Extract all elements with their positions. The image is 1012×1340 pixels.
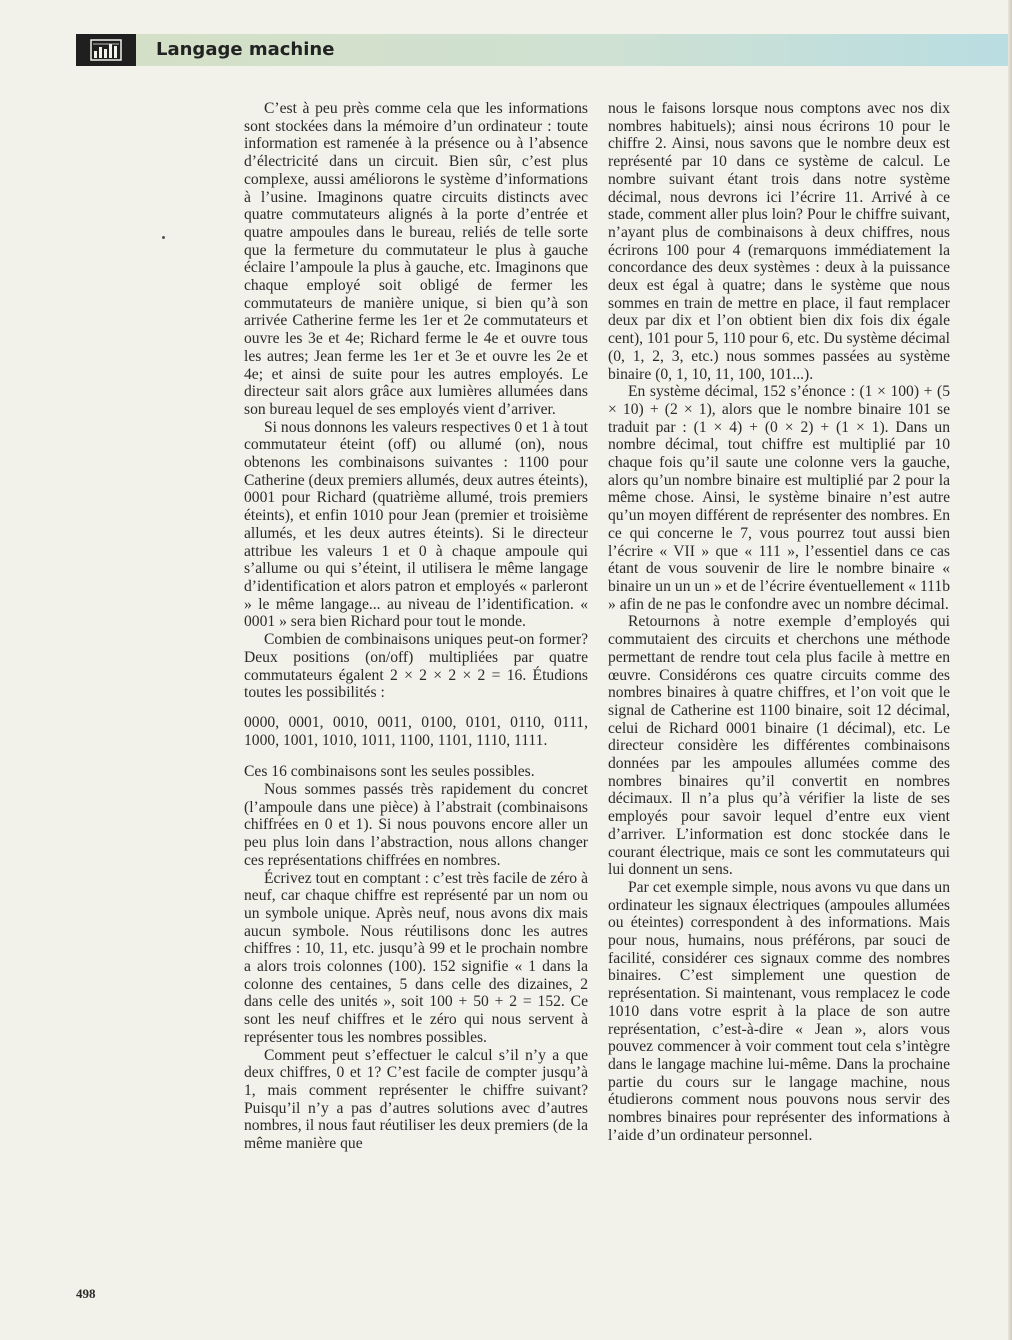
paragraph: Nous sommes passés très rapidement du concret (l’ampoule dans une pièce) à l’abstrait (combinaisons chiffrées en 0 et 1). Si nous pouvons encore aller un peu plus loin dans l’abstraction, nous allons changer ces représentations chiffrées en nombres.: [244, 781, 588, 869]
stray-mark: [162, 236, 165, 239]
paragraph: Ces 16 combinaisons sont les seules possibles.: [244, 763, 535, 781]
paragraph: C’est à peu près comme cela que les informations sont stockées dans la mémoire d’un ordinateur : toute information est ramenée à la présence ou à l’absence d’électricité dans un circuit. Bien sûr, c’est plus complexe, aussi améliorons le système d’informations à l’usine. Imaginons quatre circuits distincts avec quatre commutateurs alignés à la porte d’entrée et quatre ampoules dans le bureau, reliés de telle sorte que la fermeture du commutateur le plus à gauche éclaire l’ampoule la plus à gauche, etc. Imaginons que chaque employé soit obligé de fermer les commutateurs de manière unique, si bien qu’à son arrivée Catherine ferme les 1er et 2e commutateurs et ouvre les 3e et 4e; Richard ferme le 4e et ouvre tous les autres; Jean ferme les 1er et 3e et ouvre les 2e et 4e; et ainsi de suite pour les autres employés. Le directeur sait alors grâce aux lumières allumées dans son bureau lequel de ses employés vient d’arriver.: [244, 100, 588, 418]
paragraph: Retournons à notre exemple d’employés qui commutaient des circuits et cherchons une méthode permettant de rendre tout cela plus facile à mettre en œuvre. Considérons ces quatre circuits comme des nombres binaires à quatre chiffres, et l’on voit que le signal de Catherine est 1100 binaire, soit 12 décimal, celui de Richard 0001 binaire (1 décimal), etc. Le directeur considère les différentes combinaisons données par les ampoules allumées comme des nombres binaires qu’il convertit en nombres décimaux. Il n’a plus qu’à vérifier la liste de ses employés pour savoir lequel d’entre eux vient d’arriver. L’information est donc stockée dans le courant électrique, mais ce sont les commutateurs qui lui donnent un sens.: [608, 613, 950, 879]
paragraph: Combien de combinaisons uniques peut-on former? Deux positions (on/off) multipliées par quatre commutateurs égalent 2 × 2 × 2 × 2 = 16. Étudions toutes les possibilités :: [244, 631, 588, 702]
chart-book-icon: [76, 34, 136, 66]
left-column: [244, 100, 588, 1153]
page-number: 498: [76, 1286, 96, 1301]
section-title: Langage machine: [156, 39, 335, 60]
paragraph: Par cet exemple simple, nous avons vu que dans un ordinateur les signaux électriques (ampoules allumées ou éteintes) correspondent à des informations. Mais pour nous, humains, nous préférons, par souci de facilité, considérer ces signaux comme des nombres binaires. C’est simplement une question de représentation. Si maintenant, vous remplacez le code 1010 dans votre esprit à la place de son autre représentation, c’est-à-dire « Jean », alors vous pouvez commencer à voir comment tout cela s’intègre dans le langage machine lui-même. Dans la prochaine partie du cours sur le langage machine, nous étudierons comment nous pouvons nous servir des nombres binaires pour représenter des informations à l’aide d’un ordinateur personnel.: [608, 878, 950, 1144]
page-edge-shadow: [1008, 0, 1012, 1340]
paragraph: nous le faisons lorsque nous comptons avec nos dix nombres habituels); ainsi nous écrirons 10 pour le chiffre 2. Ainsi, nous savons que le nombre deux est représenté par 10 dans ce système de calcul. Le nombre suivant étant trois dans notre système décimal, nous devrons ici l’écrire 11. Arrivé à ce stade, comment aller plus loin? Pour le chiffre suivant, n’ayant plus de combinaisons à deux chiffres, nous écrirons 100 pour 4 (remarquons immédiatement la concordance des deux systèmes : deux à la puissance deux est égal à quatre; dans le système que nous sommes en train de mettre en place, il faut remplacer deux par dix et l’on obtient bien dix fois dix égale cent), 101 pour 5, 110 pour 6, etc. Du système décimal (0, 1, 2, 3, etc.) nous sommes passées au système binaire (0, 1, 10, 11, 100, 101...).: [608, 100, 950, 383]
combinations-list: 0000, 0001, 0010, 0011, 0100, 0101, 0110, 0111, 1000, 1001, 1010, 1011, 1100, 1101, 1110, 1111.: [244, 713, 588, 749]
paragraph: Écrivez tout en comptant : c’est très facile de zéro à neuf, car chaque chiffre est représenté par un nom ou un symbole unique. Après neuf, nous avons dix mais aucun symbole. Nous réutilisons donc les autres chiffres : 10, 11, etc. jusqu’à 99 et le prochain nombre a alors trois colonnes (100). 152 signifie « 1 dans la colonne des centaines, 5 dans celle des dizaines, 2 dans celle des unités », soit 100 + 50 + 2 = 152. Ce sont les neuf chiffres et le zéro qui nous servent à représenter tous les nombres possibles.: [244, 869, 588, 1046]
paragraph: Si nous donnons les valeurs respectives 0 et 1 à tout commutateur éteint (off) ou allumé (on), nous obtenons les combinaisons suivantes : 1100 pour Catherine (deux premiers allumés, deux autres éteints), 0001 pour Richard (quatrième allumé, trois premiers éteints), et enfin 1010 pour Jean (premier et troisième allumés, et les deux autres éteints). Si le directeur attribue les valeurs 1 et 0 à chaque ampoule qui s’allume ou qui s’éteint, il utilisera le même langage d’identification et alors patron et employés « parleront » le même langage... au niveau de l’identification. « 0001 » sera bien Richard pour tout le monde.: [244, 418, 588, 631]
paragraph: En système décimal, 152 s’énonce : (1 × 100) + (5 × 10) + (2 × 1), alors que le nombre binaire 101 se traduit par : (1 × 4) + (0 × 2) + (1 × 1). Dans un nombre décimal, tout chiffre est multiplié par 10 chaque fois qu’il saute une colonne vers la gauche, alors qu’un nombre binaire est multiplié par 2 pour la même chose. Ainsi, le système binaire n’est autre qu’un moyen différent de représenter des nombres. En ce qui concerne le 7, vous pourrez tout aussi bien l’écrire « VII » que « 111 », l’essentiel dans ce cas étant de vous souvenir de lire le nombre binaire « binaire un un un » et de l’écrire éventuellement « 111b » afin de ne pas le confondre avec un nombre décimal.: [608, 383, 950, 613]
right-column: [608, 100, 950, 1144]
paragraph: Comment peut s’effectuer le calcul s’il n’y a que deux chiffres, 0 et 1? C’est facile de compter jusqu’à 1, mais comment représenter le chiffre suivant? Puisqu’il n’y a pas d’autres solutions avec d’autres nombres, il nous faut réutiliser les deux premiers (de la même manière que: [244, 1046, 588, 1153]
